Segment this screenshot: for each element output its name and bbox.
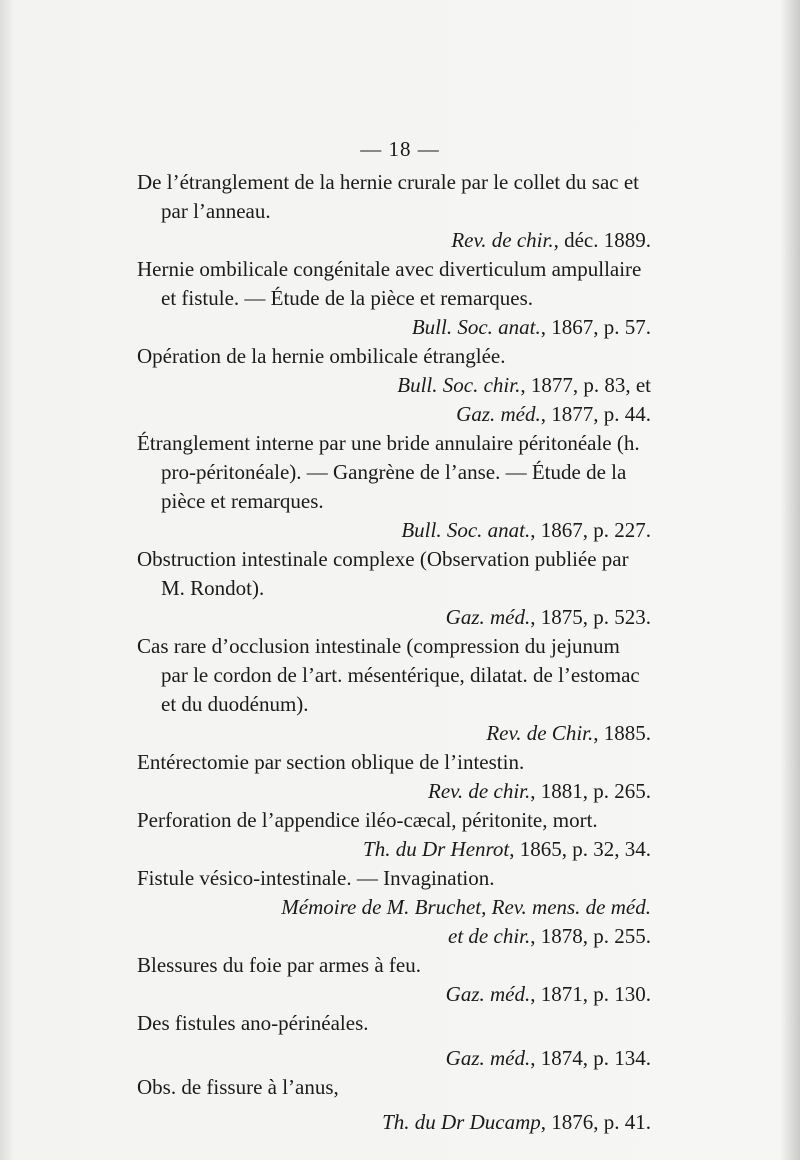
bibliography-entry — [137, 951, 651, 1009]
source-details: , 1878, p. 255. — [530, 924, 651, 948]
entry-source — [137, 603, 651, 632]
source-publication: Bull. Soc. anat. — [411, 315, 541, 339]
entry-source — [137, 893, 651, 922]
entry-title: Des fistules ano-périnéales. — [137, 1011, 369, 1035]
entry-title: Obs. de fissure à l’anus, — [137, 1075, 339, 1099]
source-details: , 1877, p. 83, et — [520, 373, 651, 397]
source-publication: Gaz. méd. — [445, 605, 531, 629]
source-details: , 1876, p. 41. — [540, 1110, 651, 1134]
bibliography-entry — [137, 806, 651, 864]
bibliography-list — [137, 168, 651, 1137]
entry-source — [137, 777, 651, 806]
bibliography-entry — [137, 342, 651, 429]
source-publication: Bull. Soc. anat. — [401, 518, 531, 542]
source-publication: Gaz. méd. — [445, 982, 531, 1006]
source-publication: Rev. de chir. — [451, 228, 554, 252]
source-details: , 1875, p. 523. — [530, 605, 651, 629]
entry-source — [137, 1108, 651, 1137]
entry-source — [137, 1044, 651, 1073]
source-publication: et de chir. — [448, 924, 531, 948]
source-publication: Th. du Dr Ducamp — [382, 1110, 541, 1134]
source-details: , 1871, p. 130. — [530, 982, 651, 1006]
entry-source — [137, 980, 651, 1009]
bibliography-entry — [137, 1009, 651, 1073]
entry-source — [137, 313, 651, 342]
bibliography-entry — [137, 255, 651, 342]
entry-source — [137, 400, 651, 429]
entry-title: Blessures du foie par armes à feu. — [137, 953, 421, 977]
entry-title: Entérectomie par section oblique de l’intestin. — [137, 750, 525, 774]
entry-title: Fistule vésico-intestinale. — Invagination. — [137, 866, 495, 890]
entry-title: Étranglement interne par une bride annulaire péritonéale (h. pro-péritonéale). — Gangrène de l’anse. — Étude de la pièce et remarques. — [137, 431, 640, 513]
bibliography-entry — [137, 545, 651, 632]
source-details: , 1865, p. 32, 34. — [509, 837, 651, 861]
source-publication: Bull. Soc. chir. — [397, 373, 521, 397]
source-publication: Th. du Dr Henrot — [363, 837, 510, 861]
source-details: , 1885. — [593, 721, 651, 745]
entry-title: Hernie ombilicale congénitale avec diverticulum ampullaire et fistule. — Étude de la pièce et remarques. — [137, 257, 642, 310]
entry-source — [137, 516, 651, 545]
bibliography-entry — [137, 632, 651, 748]
source-publication: Rev. de chir. — [428, 779, 531, 803]
entry-title: Opération de la hernie ombilicale étranglée. — [137, 344, 506, 368]
source-details: , 1867, p. 227. — [530, 518, 651, 542]
source-publication: Rev. de Chir. — [486, 721, 594, 745]
source-publication: Mémoire de M. Bruchet, Rev. mens. de méd. — [281, 895, 651, 919]
source-details: , déc. 1889. — [553, 228, 651, 252]
bibliography-entry — [137, 864, 651, 951]
entry-source — [137, 835, 651, 864]
bibliography-entry — [137, 1073, 651, 1137]
source-details: , 1874, p. 134. — [530, 1046, 651, 1070]
source-publication: Gaz. méd. — [445, 1046, 531, 1070]
entry-source — [137, 922, 651, 951]
page-number: — 18 — — [360, 137, 440, 161]
bibliography-entry — [137, 168, 651, 255]
source-details: , 1877, p. 44. — [540, 402, 651, 426]
source-details: , 1881, p. 265. — [530, 779, 651, 803]
entry-title: De l’étranglement de la hernie crurale par le collet du sac et par l’anneau. — [137, 170, 639, 223]
entry-title: Obstruction intestinale complexe (Observation publiée par M. Rondot). — [137, 547, 629, 600]
entry-title: Perforation de l’appendice iléo-cæcal, péritonite, mort. — [137, 808, 598, 832]
entry-title: Cas rare d’occlusion intestinale (compression du jejunum par le cordon de l’art. mésentérique, dilatat. de l’estomac et du duodénum). — [137, 634, 640, 716]
bibliography-entry — [137, 429, 651, 545]
entry-source — [137, 226, 651, 255]
source-details: , 1867, p. 57. — [540, 315, 651, 339]
entry-source — [137, 719, 651, 748]
bibliography-entry — [137, 748, 651, 806]
entry-source — [137, 371, 651, 400]
source-publication: Gaz. méd. — [456, 402, 541, 426]
